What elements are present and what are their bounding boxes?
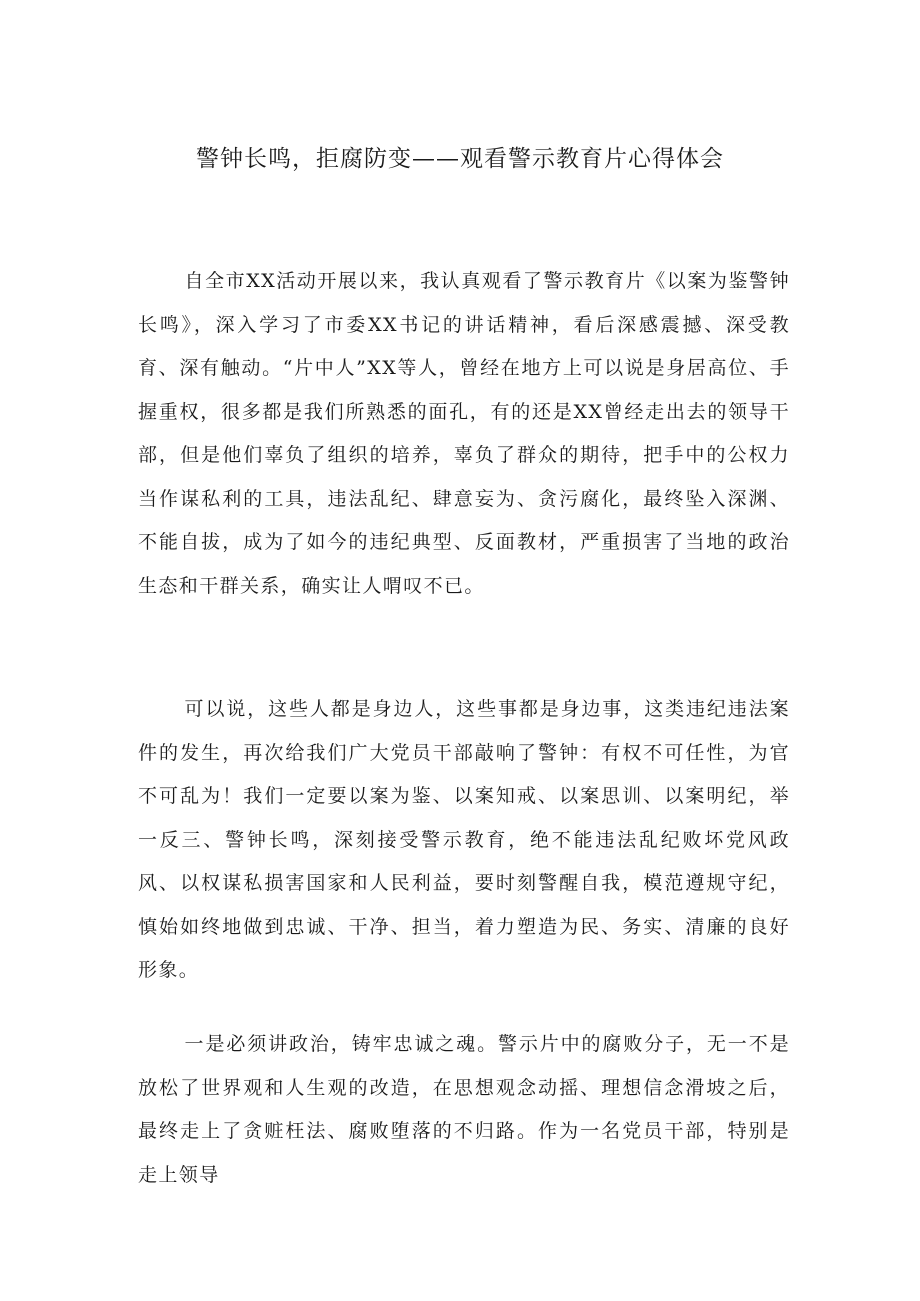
- paragraph-warning: 可以说，这些人都是身边人，这些事都是身边事，这类违纪违法案件的发生，再次给我们广大党员干部敲响了警钟：有权不可任性，为官不可乱为！我们一定要以案为鉴、以案知戒、以案思训、以案明纪，举一反三、警钟长鸣，深刻接受警示教育，绝不能违法乱纪败坏党风政风、以权谋私损害国家和人民利益，要时刻警醒自我，模范遵规守纪，慎始如终地做到忠诚、干净、担当，着力塑造为民、务实、清廉的良好形象。: [138, 698, 790, 981]
- document-title: 警钟长鸣，拒腐防变——观看警示教育片心得体会: [196, 146, 724, 172]
- paragraph-intro: 自全市XX活动开展以来，我认真观看了警示教育片《以案为鉴警钟长鸣》，深入学习了市委XX书记的讲话精神，看后深感震撼、深受教育、深有触动。“片中人”XX等人，曾经在地方上可以说是身居高位、手握重权，很多都是我们所熟悉的面孔，有的还是XX曾经走出去的领导干部，但是他们辜负了组织的培养，辜负了群众的期待，把手中的公权力当作谋私利的工具，违法乱纪、肆意妄为、贪污腐化，最终坠入深渊、不能自拔，成为了如今的违纪典型、反面教材，严重损害了当地的政治生态和干群关系，确实让人喟叹不已。: [138, 270, 790, 597]
- paragraph-politics: 一是必须讲政治，铸牢忠诚之魂。警示片中的腐败分子，无一不是放松了世界观和人生观的改造，在思想观念动摇、理想信念滑坡之后，最终走上了贪赃枉法、腐败堕落的不归路。作为一名党员干部，特别是走上领导: [138, 1033, 790, 1186]
